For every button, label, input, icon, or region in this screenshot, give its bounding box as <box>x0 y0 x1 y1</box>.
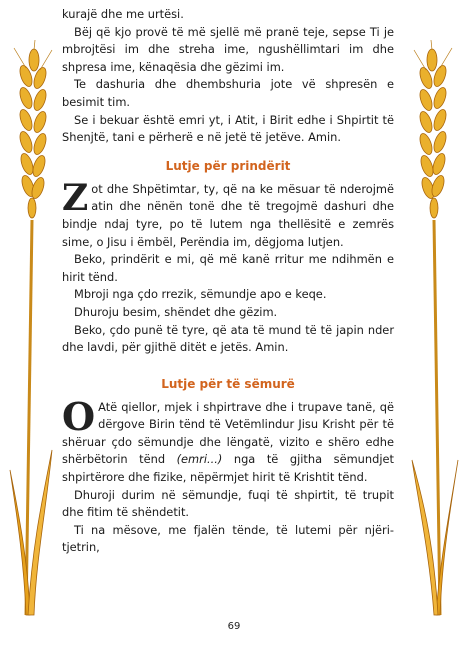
paragraph: Beko, çdo punë të tyre, që ata të mund të të japin nder dhe lavdi, për gjithë ditët e jetës. Amin. <box>62 322 394 355</box>
paragraph: Beko, prindërit e mi, që më kanë rritur me ndihmën e hirit tënd. <box>62 252 394 284</box>
paragraph-with-dropcap <box>62 393 394 487</box>
paragraph: Mbroji nga çdo rrezik, sëmundje apo e keqe. <box>74 287 327 302</box>
paragraph-with-dropcap <box>62 176 394 251</box>
paragraph-text: Atë qiellor, mjek i shpirtrave dhe i trupave tanë, që dërgove Birin tënd të Vetëmlindur Jisu Krisht për të shëruar çdo sëmundje dhe lëngatë, vizito e shëro edhe shërbëtorin tënd <box>62 399 394 467</box>
paragraph-text: ot dhe Shpëtimtar, ty, që na ke mësuar të nderojmë atin dhe nënën tonë dhe të tregojmë dashuri dhe bindje ndaj tyre, po të lutem nga thellësitë e zemrës sime, o Jisu i ëmbël, Perëndia im, dëgjoma lutjen. <box>62 181 394 249</box>
paragraph: Dhuroju besim, shëndet dhe gëzim. <box>74 304 278 319</box>
paragraph: Bëj që kjo provë të më sjellë më pranë teje, sepse Ti je mbrojtësi im dhe streha ime, ngushëllimtari im dhe shpresa ime, kënaqësia dhe gëzimi im. <box>62 24 394 74</box>
placeholder-name: (emri...) <box>176 452 223 467</box>
paragraph: Dhuroji durim në sëmundje, fuqi të shpirtit, të trupit dhe fitim të shëndetit. <box>62 487 394 520</box>
section-title-sick: Lutje për të sëmurë <box>161 376 295 391</box>
paragraph: Te dashuria dhe dhembshuria jote vë shpresën e besimit tim. <box>62 77 394 109</box>
wheat-stalk-right-icon <box>404 40 462 620</box>
page-number: 69 <box>227 621 241 632</box>
paragraph-text: nga të gjitha sëmundjet shpirtërore dhe fizike, nëpërmjet hirit të Krishtit tënd. <box>62 452 394 485</box>
paragraph: Se i bekuar është emri yt, i Atit, i Birit edhe i Shpirtit të Shenjtë, tani e përherë e në jetë të jetëve. Amin. <box>62 112 394 145</box>
paragraph: Ti na mësove, me fjalën tënde, të lutemi për njëri-tjetrin, <box>62 522 394 555</box>
wheat-stalk-left-icon <box>6 40 64 620</box>
section-title-parents: Lutje për prindërit <box>165 158 291 173</box>
dropcap-letter: O <box>62 393 96 439</box>
dropcap-letter: Z <box>62 176 89 219</box>
paragraph: kurajë dhe me urtësi. <box>62 7 184 21</box>
text-column <box>62 6 394 557</box>
